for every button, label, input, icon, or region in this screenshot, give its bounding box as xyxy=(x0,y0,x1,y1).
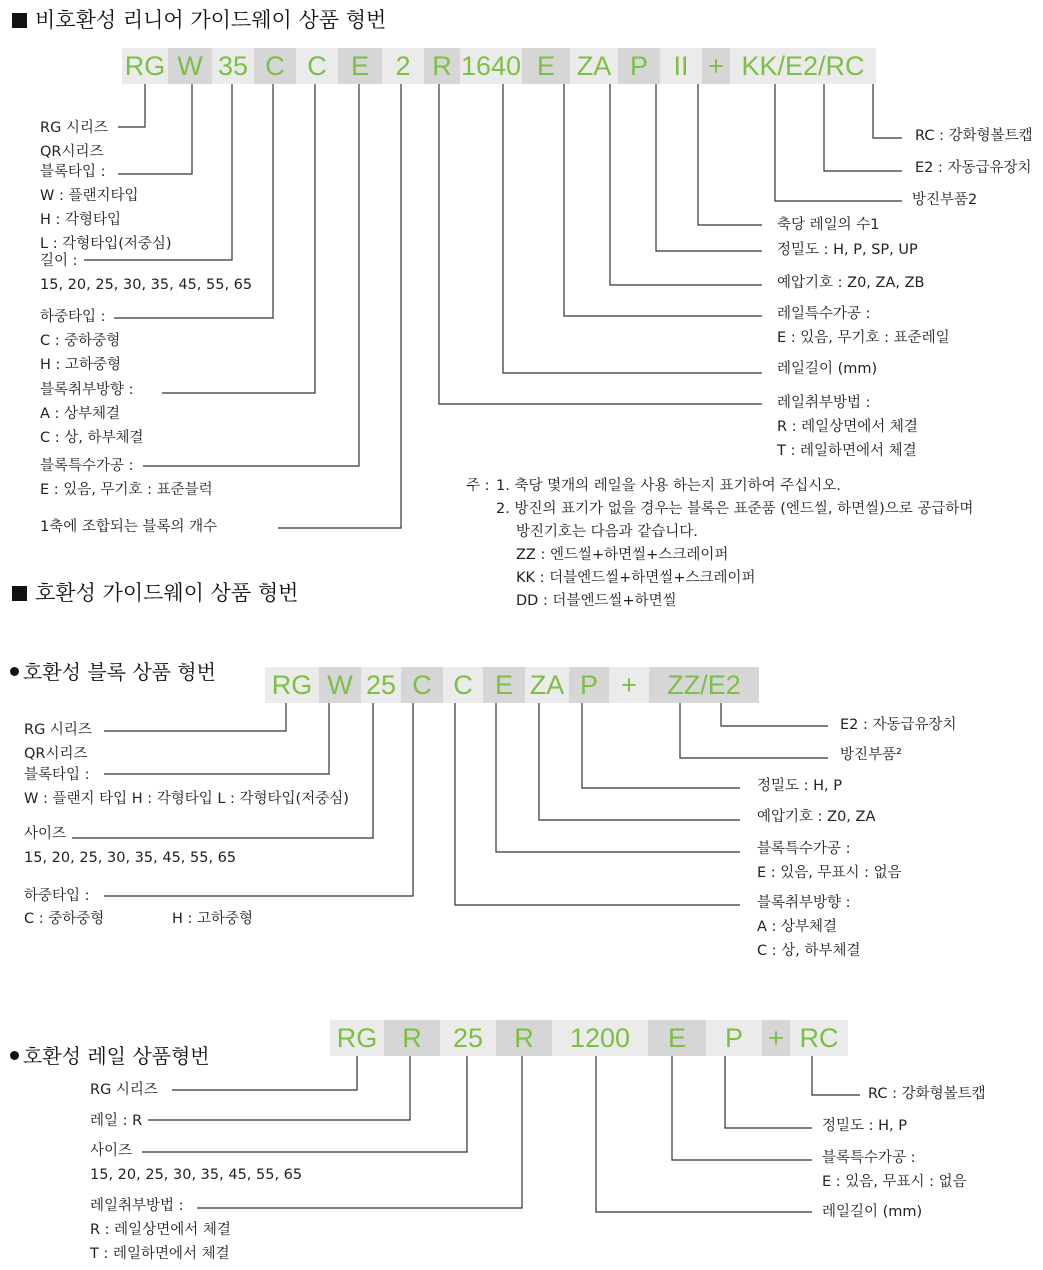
label-line: 블록취부방향 : xyxy=(757,895,851,911)
leader-line xyxy=(114,84,273,318)
label-line: 블록취부방향 : xyxy=(40,382,134,398)
code-segment: + xyxy=(762,1020,790,1056)
label-line: 레일 : R xyxy=(90,1113,143,1129)
label-line: 15, 20, 25, 30, 35, 45, 55, 65 xyxy=(90,1167,303,1183)
label-line: 1축에 조합되는 블록의 개수 xyxy=(40,519,218,535)
leader-line xyxy=(104,703,329,774)
label-line: 예압기호 : Z0, ZA, ZB xyxy=(777,275,925,291)
label-line: E2 : 자동급유장치 xyxy=(915,160,1032,176)
label-line: E : 있음, 무기호 : 표준블럭 xyxy=(40,482,213,498)
label-line: 블록타입 : xyxy=(24,767,90,783)
label-line: 정밀도 : H, P, SP, UP xyxy=(777,242,918,258)
code-segment: KK/E2/RC xyxy=(730,48,876,84)
block-subtitle: 호환성 블록 상품 형번 xyxy=(10,656,216,685)
leader-line xyxy=(812,1056,860,1095)
label-line: 레일특수가공 : xyxy=(777,306,871,322)
leader-line xyxy=(84,84,232,260)
leader-line xyxy=(698,84,762,225)
label-line: QR시리즈 xyxy=(24,746,88,762)
label-line: E : 있음, 무기호 : 표준레일 xyxy=(777,330,950,346)
leader-line xyxy=(118,84,192,174)
code-segment: ZA xyxy=(570,48,618,84)
code-segment: ZZ/E2 xyxy=(649,667,759,703)
label-line: A : 상부체결 xyxy=(757,919,838,935)
label-line: C : 상, 하부체결 xyxy=(40,430,144,446)
load-h-label: H : 고하중형 xyxy=(172,911,254,927)
label-line: 길이 : xyxy=(40,253,78,269)
label-line: 블록특수가공 : xyxy=(757,841,851,857)
code-segment: R xyxy=(384,1020,440,1056)
leader-line xyxy=(455,703,740,905)
leader-line xyxy=(142,1056,467,1152)
leader-line xyxy=(873,84,902,138)
code-segment: RG xyxy=(122,48,168,84)
leader-line xyxy=(582,703,740,788)
label-line: E2 : 자동급유장치 xyxy=(840,717,957,733)
leader-line xyxy=(672,1056,812,1160)
leader-line xyxy=(721,703,828,726)
leader-line xyxy=(278,84,401,528)
code-segment: W xyxy=(319,667,361,703)
label-line: RC : 강화형볼트캡 xyxy=(915,128,1033,144)
code-segment: R xyxy=(424,48,460,84)
note-zz: ZZ : 엔드씰+하면씰+스크레이퍼 xyxy=(516,547,729,563)
code-segment: C xyxy=(296,48,338,84)
leader-line xyxy=(596,1056,812,1212)
leader-line xyxy=(143,84,359,466)
label-line: 사이즈 xyxy=(90,1143,133,1159)
label-line: T : 레일하면에서 체결 xyxy=(90,1246,230,1262)
label-line: 레일길이 (mm) xyxy=(822,1204,923,1220)
code-segment: E xyxy=(522,48,570,84)
label-line: 15, 20, 25, 30, 35, 45, 55, 65 xyxy=(24,850,237,866)
label-line: R : 레일상면에서 체결 xyxy=(777,419,918,435)
label-line: QR시리즈 xyxy=(40,144,104,160)
code-segment: P xyxy=(706,1020,762,1056)
note-prefix: 주 : xyxy=(466,478,490,494)
code-segment: RC xyxy=(790,1020,848,1056)
code-segment: C xyxy=(443,667,483,703)
load-c-label: C : 중하중형 xyxy=(24,911,105,927)
leader-line xyxy=(824,84,902,171)
code-segment: C xyxy=(401,667,443,703)
note-dd: DD : 더블엔드씰+하면씰 xyxy=(516,593,677,609)
label-line: 방진부품2 xyxy=(912,192,978,208)
leader-line xyxy=(564,84,762,316)
label-line: 15, 20, 25, 30, 35, 45, 55, 65 xyxy=(40,277,253,293)
leader-line xyxy=(197,1056,522,1208)
label-line: 레일길이 (mm) xyxy=(777,361,878,377)
label-line: 하중타입 : xyxy=(24,888,90,904)
leader-line xyxy=(162,84,315,393)
label-line: RG 시리즈 xyxy=(90,1082,158,1098)
label-line: W : 플랜지 타입 H : 각형타입 L : 각형타입(저중심) xyxy=(24,791,349,807)
note-2b: 방진기호는 다음과 같습니다. xyxy=(516,524,698,540)
label-line: 정밀도 : H, P xyxy=(757,778,842,794)
label-line: RG 시리즈 xyxy=(24,722,92,738)
label-line: C : 중하중형 xyxy=(40,333,121,349)
label-line: 예압기호 : Z0, ZA xyxy=(757,809,876,825)
note-2: 2. 방진의 표기가 없을 경우는 블록은 표준품 (엔드씰, 하면씰)으로 공급하며 xyxy=(496,501,974,517)
leader-line xyxy=(496,703,740,852)
note-kk: KK : 더블엔드씰+하면씰+스크레이퍼 xyxy=(516,570,756,586)
leader-line xyxy=(725,1056,812,1128)
leader-line xyxy=(503,84,762,373)
code-segment: R xyxy=(496,1020,552,1056)
label-line: RG 시리즈 xyxy=(40,120,108,136)
code-segment: 2 xyxy=(382,48,424,84)
label-line: 레일취부방법 : xyxy=(90,1198,184,1214)
label-line: 블록특수가공 : xyxy=(40,458,134,474)
label-line: 정밀도 : H, P xyxy=(822,1118,907,1134)
label-line: T : 레일하면에서 체결 xyxy=(777,443,917,459)
label-line: H : 고하중형 xyxy=(40,357,122,373)
rail-subtitle: 호환성 레일 상품형번 xyxy=(10,1040,210,1069)
leader-line xyxy=(148,1056,410,1120)
label-line: A : 상부체결 xyxy=(40,406,121,422)
section2-title: 호환성 가이드웨이 상품 형번 xyxy=(12,577,298,607)
label-line: RC : 강화형볼트캡 xyxy=(868,1086,986,1102)
leader-line xyxy=(104,703,413,896)
code-segment: P xyxy=(569,667,609,703)
code-segment: 35 xyxy=(212,48,254,84)
label-line: L : 각형타입(저중심) xyxy=(40,236,172,252)
leader-line xyxy=(656,84,762,251)
leader-line xyxy=(104,703,286,731)
leader-line xyxy=(775,84,902,201)
code-segment: RG xyxy=(265,667,319,703)
label-line: C : 상, 하부체결 xyxy=(757,943,861,959)
code-segment: ZA xyxy=(525,667,569,703)
code-segment: + xyxy=(609,667,649,703)
code-segment: + xyxy=(702,48,730,84)
leader-line xyxy=(680,703,828,758)
label-line: H : 각형타입 xyxy=(40,212,122,228)
label-line: 블록특수가공 : xyxy=(822,1150,916,1166)
label-line: 하중타입 : xyxy=(40,309,106,325)
leader-line xyxy=(539,703,740,820)
label-line: 사이즈 xyxy=(24,826,67,842)
label-line: 블록타입 : xyxy=(40,164,106,180)
code-segment: 25 xyxy=(440,1020,496,1056)
note-1: 1. 축당 몇개의 레일을 사용 하는지 표기하여 주십시오. xyxy=(496,478,841,494)
label-line: W : 플랜지타입 xyxy=(40,188,139,204)
leader-line xyxy=(118,84,145,127)
code-segment: 25 xyxy=(361,667,401,703)
label-line: 레일취부방법 : xyxy=(777,395,871,411)
code-segment: II xyxy=(660,48,702,84)
leader-line xyxy=(72,703,373,838)
label-line: E : 있음, 무표시 : 없음 xyxy=(822,1174,967,1190)
label-line: R : 레일상면에서 체결 xyxy=(90,1222,231,1238)
code-segment: E xyxy=(483,667,525,703)
code-segment: W xyxy=(168,48,212,84)
code-segment: RG xyxy=(330,1020,384,1056)
code-segment: P xyxy=(618,48,660,84)
label-line: 방진부품² xyxy=(840,747,902,763)
label-line: E : 있음, 무표시 : 없음 xyxy=(757,865,902,881)
code-segment: 1200 xyxy=(552,1020,648,1056)
leader-line xyxy=(610,84,762,285)
code-segment: 1640 xyxy=(460,48,522,84)
code-segment: C xyxy=(254,48,296,84)
leader-line xyxy=(439,84,762,404)
leader-line xyxy=(172,1056,357,1090)
section1-title: 비호환성 리니어 가이드웨이 상품 형번 xyxy=(12,4,386,34)
code-segment: E xyxy=(338,48,382,84)
code-segment: E xyxy=(648,1020,706,1056)
label-line: 축당 레일의 수1 xyxy=(777,217,880,233)
